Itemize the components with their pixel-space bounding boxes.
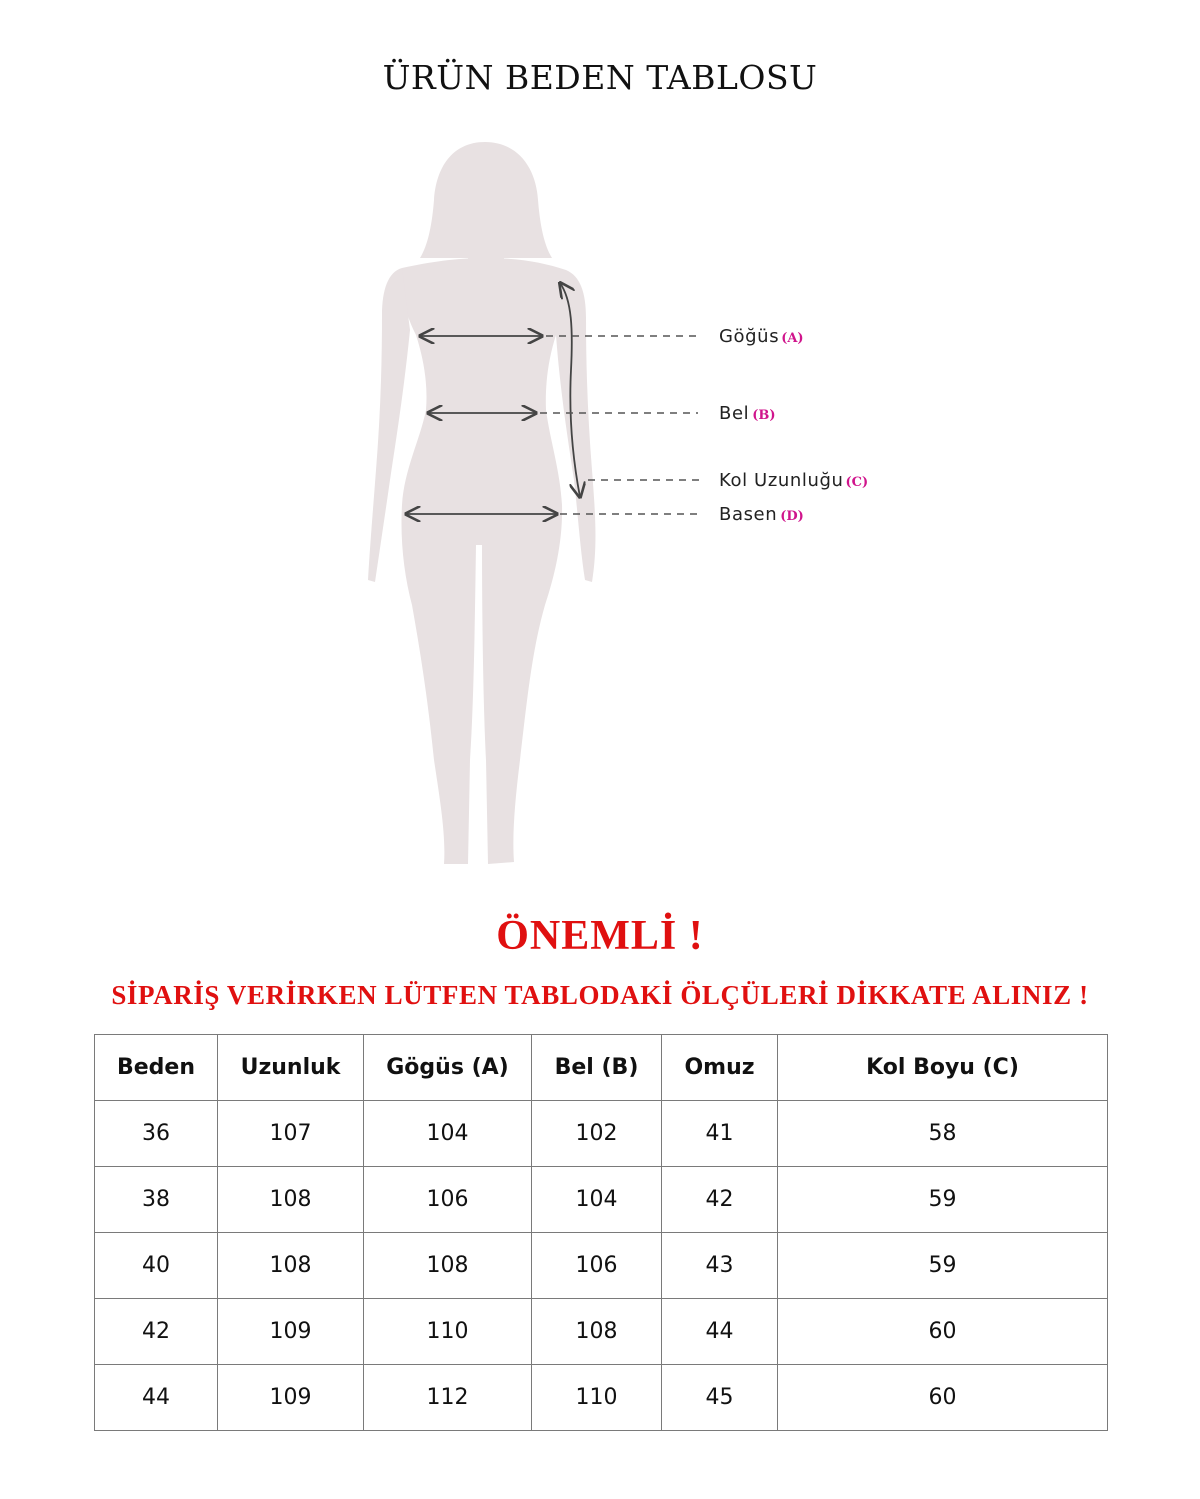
table-row xyxy=(95,1365,1108,1431)
table-cell: 107 xyxy=(218,1101,364,1167)
label-chest: Göğüs (A) xyxy=(719,326,804,347)
table-cell: 108 xyxy=(218,1233,364,1299)
table-cell: 59 xyxy=(778,1233,1108,1299)
table-row xyxy=(95,1233,1108,1299)
column-header: Bel (B) xyxy=(532,1035,662,1101)
column-header: Beden xyxy=(95,1035,218,1101)
table-cell: 36 xyxy=(95,1101,218,1167)
table-cell: 106 xyxy=(532,1233,662,1299)
label-waist: Bel (B) xyxy=(719,403,776,424)
label-hip: Basen (D) xyxy=(719,504,804,525)
table-cell: 104 xyxy=(364,1101,532,1167)
table-cell: 108 xyxy=(532,1299,662,1365)
column-header: Gögüs (A) xyxy=(364,1035,532,1101)
column-header: Kol Boyu (C) xyxy=(778,1035,1108,1101)
table-cell: 43 xyxy=(662,1233,778,1299)
table-cell: 44 xyxy=(95,1365,218,1431)
table-cell: 60 xyxy=(778,1365,1108,1431)
torso-shape xyxy=(401,258,568,864)
table-cell: 38 xyxy=(95,1167,218,1233)
table-cell: 110 xyxy=(532,1365,662,1431)
table-cell: 41 xyxy=(662,1101,778,1167)
table-cell: 110 xyxy=(364,1299,532,1365)
table-cell: 40 xyxy=(95,1233,218,1299)
table-cell: 108 xyxy=(364,1233,532,1299)
table-cell: 42 xyxy=(662,1167,778,1233)
table-header-row xyxy=(95,1035,1108,1101)
column-header: Omuz xyxy=(662,1035,778,1101)
table-cell: 104 xyxy=(532,1167,662,1233)
right-arm-shape xyxy=(556,270,595,582)
table-cell: 109 xyxy=(218,1365,364,1431)
table-cell: 59 xyxy=(778,1167,1108,1233)
column-header: Uzunluk xyxy=(218,1035,364,1101)
table-cell: 109 xyxy=(218,1299,364,1365)
body-measurement-figure xyxy=(0,130,1200,880)
table-cell: 102 xyxy=(532,1101,662,1167)
table-cell: 60 xyxy=(778,1299,1108,1365)
table-cell: 44 xyxy=(662,1299,778,1365)
important-heading: ÖNEMLİ ! xyxy=(496,913,704,959)
table-row xyxy=(95,1299,1108,1365)
table-cell: 42 xyxy=(95,1299,218,1365)
table-cell: 112 xyxy=(364,1365,532,1431)
table-row xyxy=(95,1101,1108,1167)
table-cell: 108 xyxy=(218,1167,364,1233)
page-title: ÜRÜN BEDEN TABLOSU xyxy=(382,58,818,97)
body-silhouette xyxy=(368,142,595,864)
table-row xyxy=(95,1167,1108,1233)
notice-message: SİPARİŞ VERİRKEN LÜTFEN TABLODAKİ ÖLÇÜLERİ DİKKATE ALINIZ ! xyxy=(111,980,1089,1010)
label-sleeve: Kol Uzunluğu (C) xyxy=(719,470,869,491)
table-cell: 58 xyxy=(778,1101,1108,1167)
size-table xyxy=(94,1034,1108,1431)
table-cell: 45 xyxy=(662,1365,778,1431)
table-cell: 106 xyxy=(364,1167,532,1233)
